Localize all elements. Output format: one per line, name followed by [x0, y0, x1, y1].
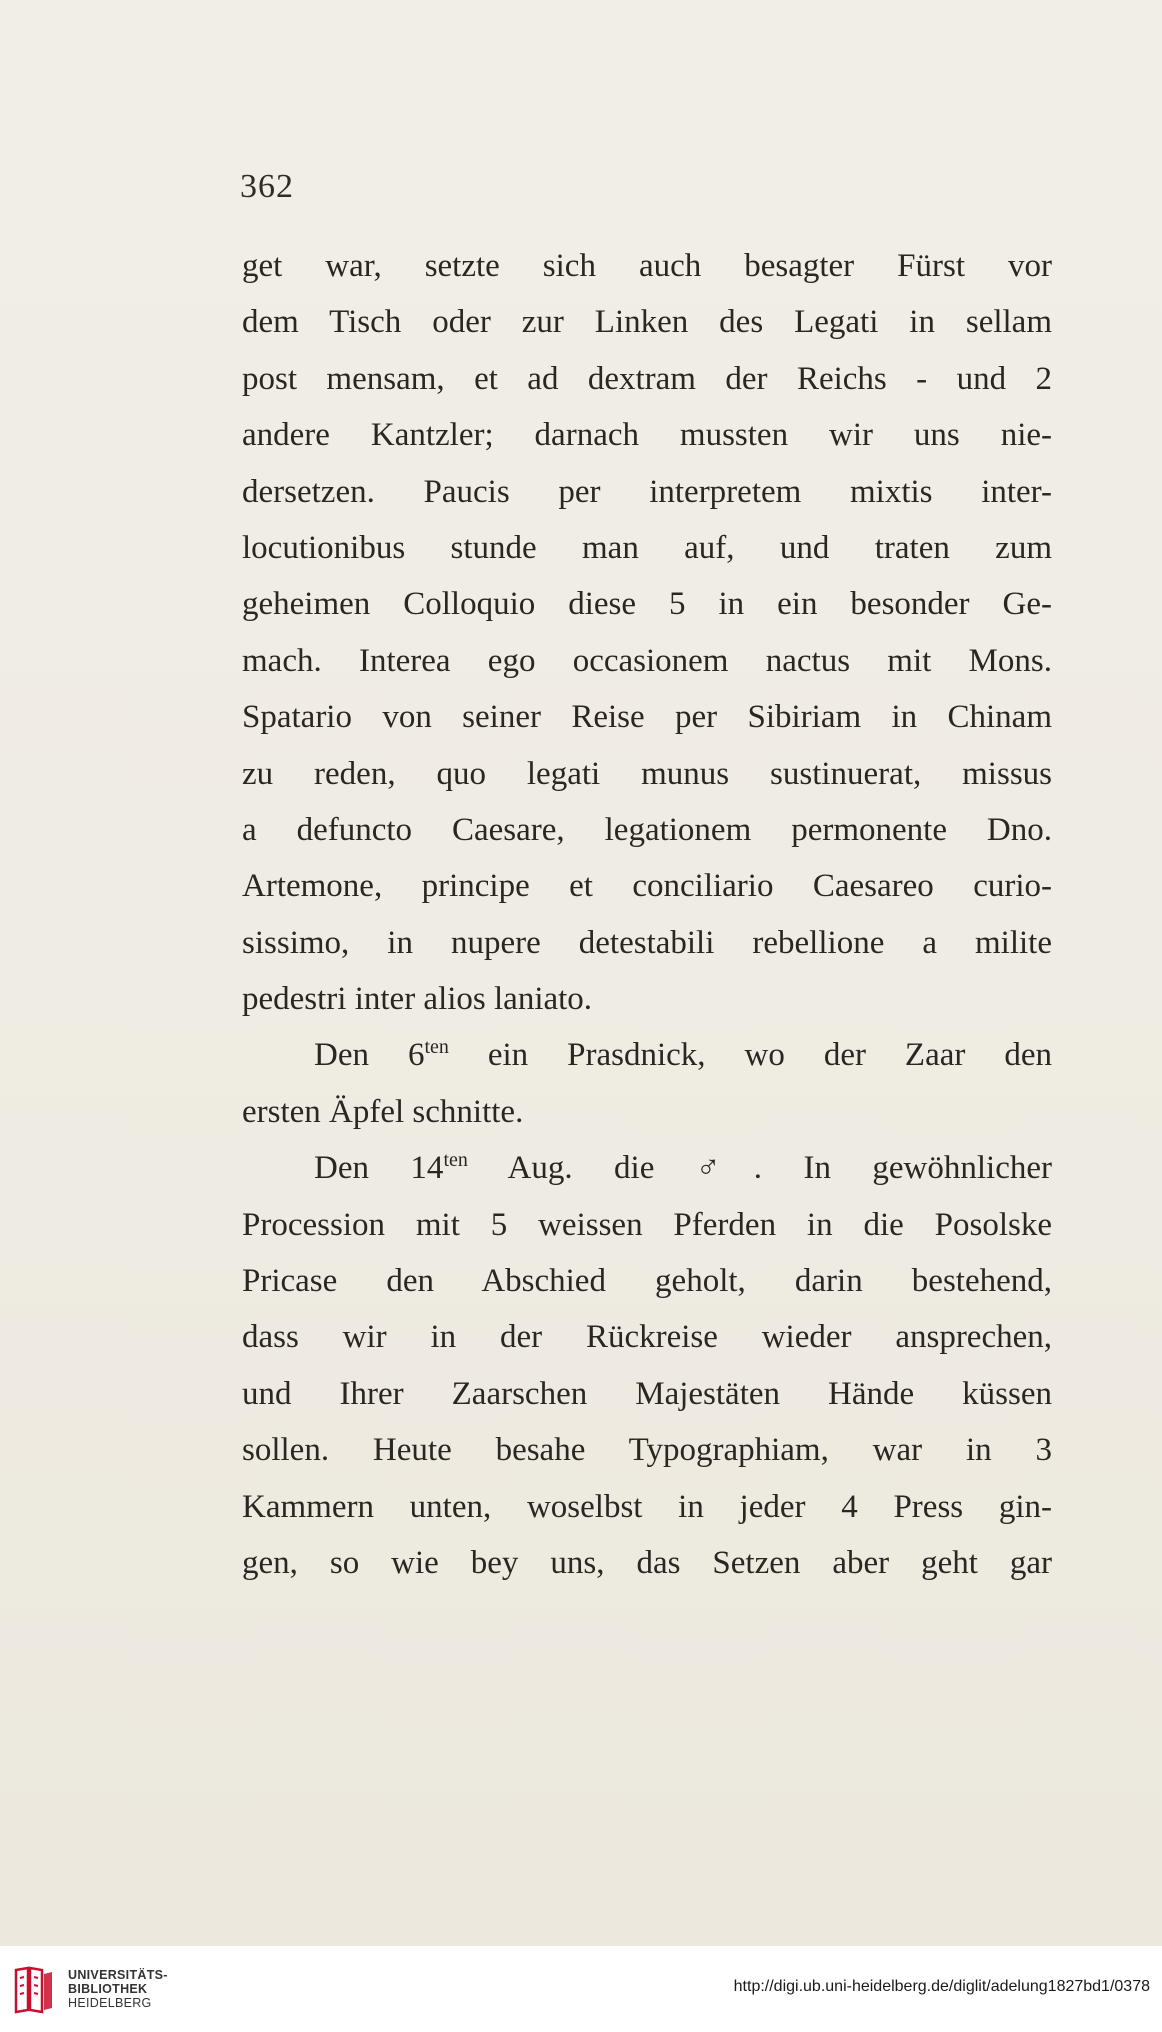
text-line: get war, setzte sich auch besagter Fürst vor: [242, 248, 1052, 284]
text-line: Kammern unten, woselbst in jeder 4 Press gin-: [242, 1488, 1052, 1525]
text-line: Artemone, principe et conciliario Caesareo curio-: [242, 868, 1052, 905]
text-line: a defuncto Caesare, legationem permonente Dno.: [242, 811, 1052, 848]
library-name-line: BIBLIOTHEK: [68, 1982, 148, 1996]
text-segment: ein Prasdnick, wo der Zaar den: [448, 1037, 1052, 1074]
library-name-line: HEIDELBERG: [68, 1996, 152, 2010]
text-line: dass wir in der Rückreise wieder ansprechen,: [242, 1319, 1052, 1356]
text-line: Spatario von seiner Reise per Sibiriam in Chinam: [242, 699, 1052, 736]
superscript: ten: [424, 1036, 449, 1059]
text-line: dem Tisch oder zur Linken des Legati in sellam: [242, 304, 1052, 341]
text-line: sissimo, in nupere detestabili rebellione a milite: [242, 924, 1052, 961]
text-line: post mensam, et ad dextram der Reichs - und 2: [242, 360, 1052, 397]
text-line: ersten Äpfel schnitte.: [242, 1093, 524, 1130]
text-line: mach. Interea ego occasionem nactus mit Mons.: [242, 642, 1052, 679]
text-line: zu reden, quo legati munus sustinuerat, missus: [242, 755, 1052, 792]
text-line: gen, so wie bey uns, das Setzen aber geht gar: [242, 1544, 1052, 1581]
text-line: und Ihrer Zaarschen Majestäten Hände küssen: [242, 1375, 1052, 1412]
university-library-logo-icon: [12, 1964, 56, 2016]
text-line: andere Kantzler; darnach mussten wir uns nie-: [242, 417, 1052, 454]
text-line: sollen. Heute besahe Typographiam, war in 3: [242, 1432, 1052, 1469]
paragraph-line: [242, 1140, 1052, 1196]
library-name-line: UNIVERSITÄTS-: [68, 1968, 168, 1982]
superscript: ten: [443, 1149, 468, 1172]
source-url-link[interactable]: http://digi.ub.uni-heidelberg.de/diglit/adelung1827bd1/0378: [733, 1978, 1150, 1995]
viewer-footer: [0, 1946, 1162, 2032]
text-line: Procession mit 5 weissen Pferden in die Posolske: [242, 1206, 1052, 1243]
library-name: [68, 1968, 168, 2010]
text-line: Pricase den Abschied geholt, darin bestehend,: [242, 1263, 1052, 1300]
text-segment: Den 6: [314, 1037, 425, 1074]
text-segment: Den 14: [314, 1150, 444, 1187]
text-line: dersetzen. Paucis per interpretem mixtis inter-: [242, 473, 1052, 510]
paragraph-line: [242, 1027, 1052, 1083]
text-line: locutionibus stunde man auf, und traten zum: [242, 529, 1052, 566]
text-line: geheimen Colloquio diese 5 in ein besonder Ge-: [242, 586, 1052, 623]
text-line: pedestri inter alios laniato.: [242, 981, 593, 1018]
body-text: [242, 238, 1052, 1591]
page-number: 362: [240, 168, 294, 205]
text-segment: Aug. die ♂. In gewöhnlicher: [467, 1150, 1052, 1187]
